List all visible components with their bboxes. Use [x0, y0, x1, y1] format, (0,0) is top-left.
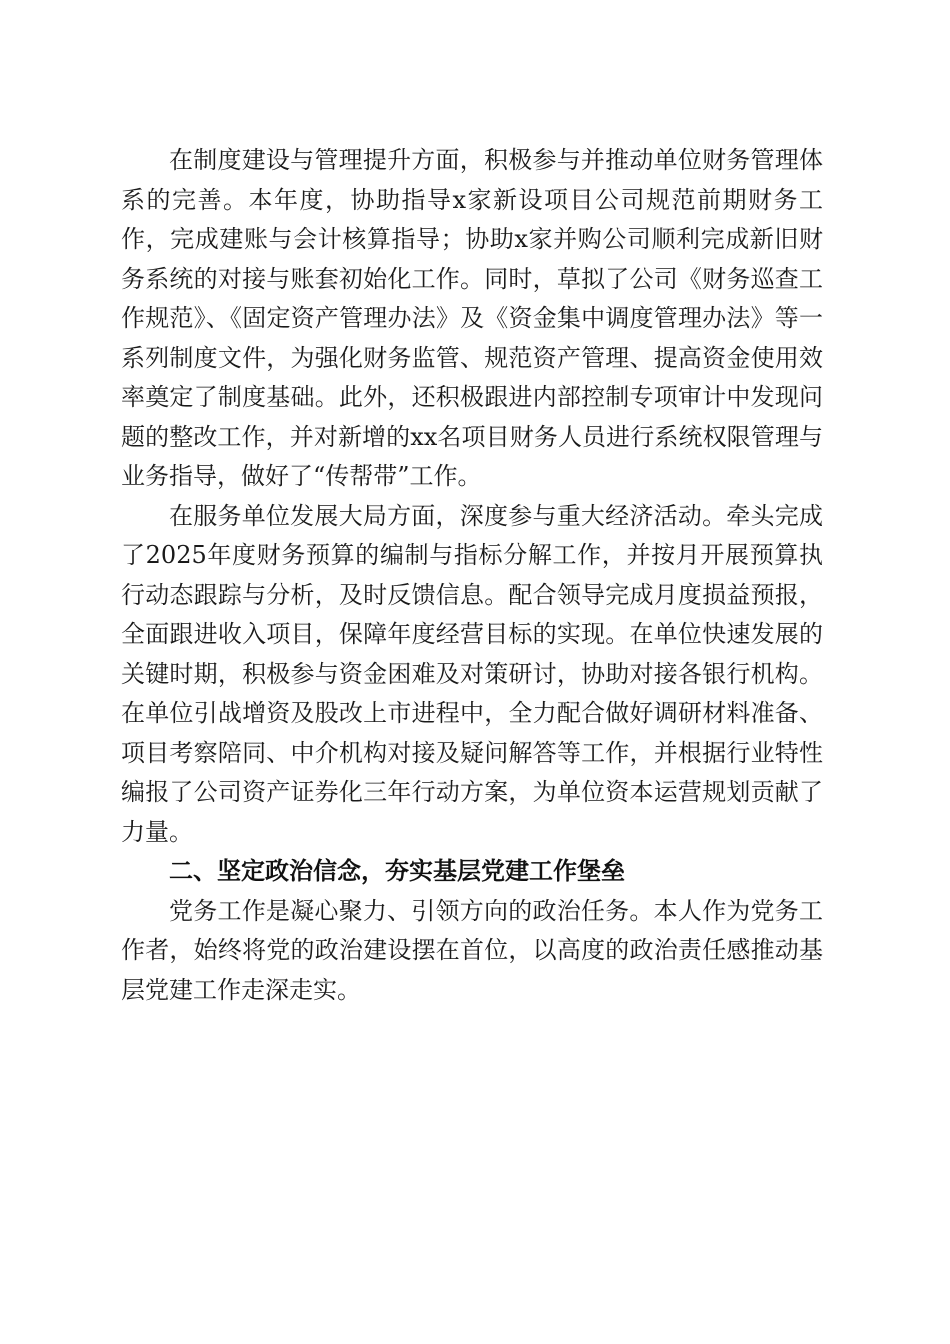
- document-body: [121, 141, 823, 1010]
- paragraph-party-work: 党务工作是凝心聚力、引领方向的政治任务。本人作为党务工作者，始终将党的政治建设摆在首位，以高度的政治责任感推动基层党建工作走深走实。: [121, 896, 823, 1004]
- section-heading: 二、坚定政治信念，夯实基层党建工作堡垒: [169, 857, 625, 885]
- paragraph-serving-development: 在服务单位发展大局方面，深度参与重大经济活动。牵头完成了2025年度财务预算的编制与指标分解工作，并按月开展预算执行动态跟踪与分析，及时反馈信息。配合领导完成月度损益预报，全面跟进收入项目，保障年度经营目标的实现。在单位快速发展的关键时期，积极参与资金困难及对策研讨，协助对接各银行机构。在单位引战增资及股改上市进程中，全力配合做好调研材料准备、项目考察陪同、中介机构对接及疑问解答等工作，并根据行业特性编报了公司资产证券化三年行动方案，为单位资本运营规划贡献了力量。: [121, 501, 823, 846]
- paragraph-system-building: 在制度建设与管理提升方面，积极参与并推动单位财务管理体系的完善。本年度，协助指导x家新设项目公司规范前期财务工作，完成建账与会计核算指导；协助x家并购公司顺利完成新旧财务系统的对接与账套初始化工作。同时，草拟了公司《财务巡查工作规范》、《固定资产管理办法》及《资金集中调度管理办法》等一系列制度文件，为强化财务监管、规范资产管理、提高资金使用效率奠定了制度基础。此外，还积极跟进内部控制专项审计中发现问题的整改工作，并对新增的xx名项目财务人员进行系统权限管理与业务指导，做好了“传帮带”工作。: [121, 146, 823, 490]
